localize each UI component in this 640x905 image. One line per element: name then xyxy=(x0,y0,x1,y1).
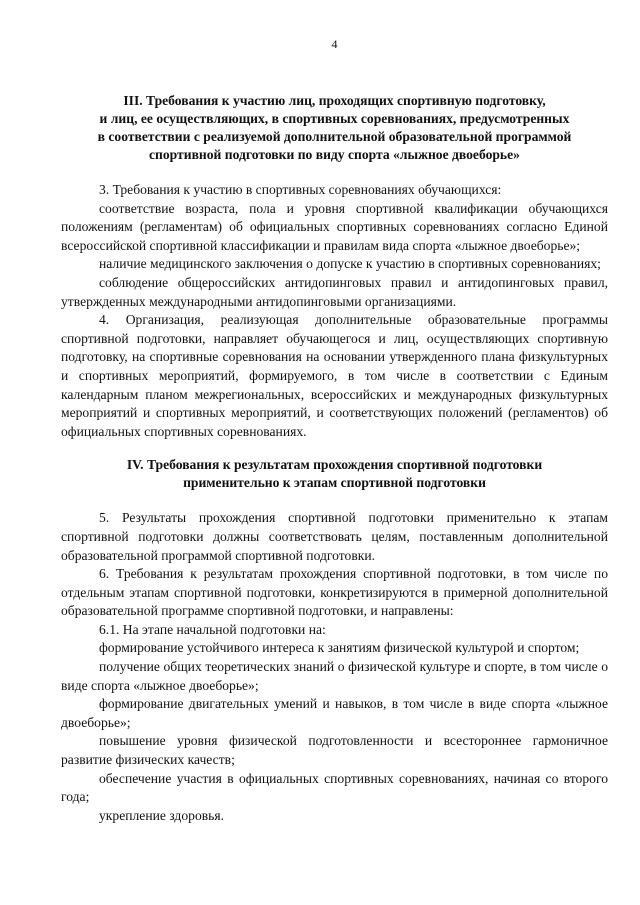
paragraph: формирование двигательных умений и навыков, в том числе в виде спорта «лыжное двоеборье»; xyxy=(61,696,608,730)
paragraph: 5. Результаты прохождения спортивной подготовки применительно к этапам спортивной подготовки должны соответствовать целям, поставленным дополнительной образовательной программой спортивной подготовки. xyxy=(61,510,608,563)
page-number: 4 xyxy=(331,37,338,51)
section-3-heading xyxy=(61,92,608,164)
section-4-heading xyxy=(61,456,608,492)
heading-line: III. Требования к участию лиц, проходящих спортивную подготовку, xyxy=(123,93,546,108)
paragraph: соответствие возраста, пола и уровня спортивной квалификации обучающихся положениям (регламентам) об официальных спортивных соревнованиях согласно Единой всероссийской спортивной классификации и правилам вида спорта «лыжное двоеборье»; xyxy=(61,200,608,253)
heading-line: применительно к этапам спортивной подготовки xyxy=(183,475,486,491)
heading-line: в соответствии с реализуемой дополнительной образовательной программой xyxy=(97,129,572,144)
paragraph: повышение уровня физической подготовленности и всестороннее гармоничное развитие физических качеств; xyxy=(61,733,608,768)
paragraph: 3. Требования к участию в спортивных соревнованиях обучающихся: xyxy=(99,182,502,197)
paragraph: формирование устойчивого интереса к занятиям физической культурой и спортом; xyxy=(99,640,580,656)
paragraph: 6.1. На этапе начальной подготовки на: xyxy=(99,621,326,637)
heading-line: IV. Требования к результатам прохождения спортивной подготовки xyxy=(126,457,543,473)
heading-line: спортивной подготовки по виду спорта «лыжное двоеборье» xyxy=(149,147,520,162)
paragraph: 6. Требования к результатам прохождения спортивной подготовки, в том числе по отдельным этапам спортивной подготовки, конкретизируются в примерной дополнительной образовательной программе спортивной подготовки, и направлены: xyxy=(61,566,608,619)
paragraph: 4. Организация, реализующая дополнительные образовательные программы спортивной подготовки, направляет обучающегося и лиц, осуществляющих спортивную подготовку, на спортивные соревнования на основании утвержденного плана физкультурных и спортивных мероприятий, формируемого, в том числе в соответствии с Единым календарным планом межрегиональных, всероссийских и международных физкультурных мероприятий и спортивных мероприятий, и соответствующих положений (регламентов) об официальных спортивных соревнованиях. xyxy=(61,312,608,439)
paragraph: соблюдение общероссийских антидопинговых правил и антидопинговых правил, утвержденных международными антидопинговыми организациями. xyxy=(61,274,608,309)
paragraph: получение общих теоретических знаний о физической культуре и спорте, в том числе о виде спорта «лыжное двоеборье»; xyxy=(61,659,608,693)
paragraph: наличие медицинского заключения о допуске к участию в спортивных соревнованиях; xyxy=(99,256,601,272)
paragraph: укрепление здоровья. xyxy=(99,807,225,823)
section-4 xyxy=(61,456,608,825)
section-3 xyxy=(61,92,608,441)
paragraph: обеспечение участия в официальных спортивных соревнованиях, начиная со второго года; xyxy=(61,770,608,805)
heading-line: и лиц, ее осуществляющих, в спортивных соревнованиях, предусмотренных xyxy=(99,111,570,126)
